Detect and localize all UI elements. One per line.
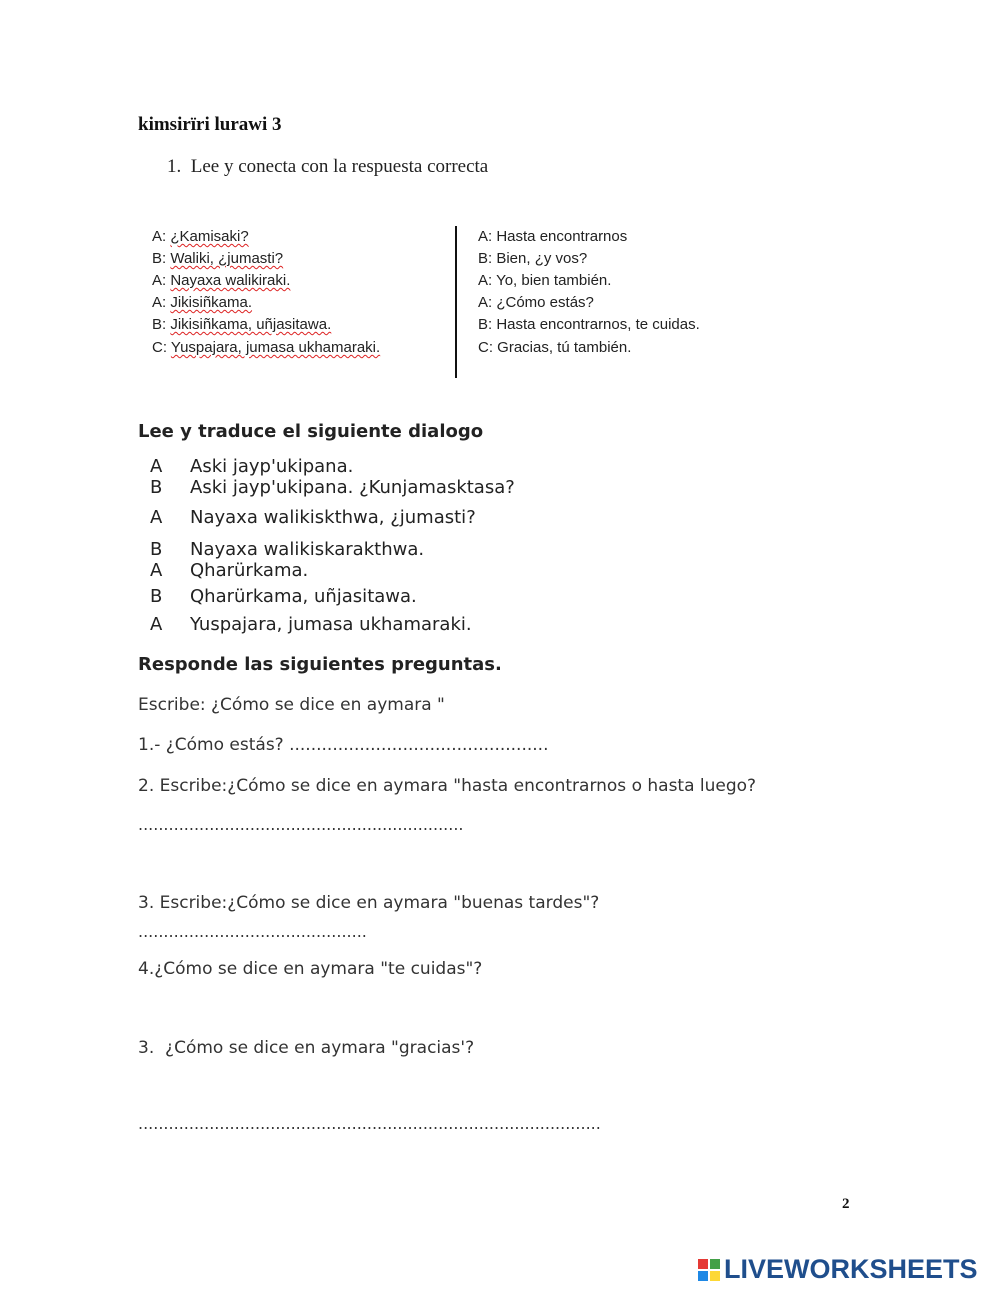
match-left-item: A: Nayaxa walikiraki.: [152, 272, 291, 289]
exercise1-instruction-text: Lee y conecta con la respuesta correcta: [190, 156, 489, 177]
question-5-number: 3.: [138, 1038, 155, 1058]
answer-line-5: ...........................................................................................: [138, 1114, 601, 1133]
dialogue-line: Qharürkama.: [190, 560, 309, 581]
match-left-item: A: ¿Kamisaki?: [152, 228, 249, 245]
match-left-item: C: Yuspajara, jumasa ukhamaraki.: [152, 339, 381, 356]
dialogue-speaker: B: [150, 539, 163, 560]
dialogue-speaker: A: [150, 614, 163, 635]
answer-line-3: .............................................: [138, 922, 367, 941]
dialogue-line: Nayaxa walikiskarakthwa.: [190, 539, 425, 560]
match-right-item: C: Gracias, tú también.: [478, 339, 632, 356]
question-5-text: ¿Cómo se dice en aymara "gracias'?: [165, 1038, 475, 1058]
match-right-item: B: Hasta encontrarnos, te cuidas.: [478, 316, 700, 333]
dialogue-speaker: B: [150, 586, 163, 607]
match-right-item: A: ¿Cómo estás?: [478, 294, 594, 311]
questions-heading: Responde las siguientes preguntas.: [138, 654, 502, 675]
question-2: 2. Escribe:¿Cómo se dice en aymara "hasta encontrarnos o hasta luego?: [138, 776, 757, 796]
dialogue-speaker: A: [150, 456, 163, 477]
dialogue-line: Qharürkama, uñjasitawa.: [190, 586, 417, 607]
column-divider: [455, 226, 457, 378]
page-number: 2: [842, 1196, 850, 1212]
question-4: 4.¿Cómo se dice en aymara "te cuidas"?: [138, 959, 483, 979]
question-5: [138, 1038, 474, 1058]
dialogue-line: Nayaxa walikiskthwa, ¿jumasti?: [190, 507, 476, 528]
question-3: 3. Escribe:¿Cómo se dice en aymara "buenas tardes"?: [138, 893, 600, 913]
exercise1-number: 1.: [167, 156, 182, 177]
dialogue-speaker: A: [150, 560, 163, 581]
questions-intro: Escribe: ¿Cómo se dice en aymara ": [138, 695, 445, 715]
dialogue-line: Aski jayp'ukipana.: [190, 456, 354, 477]
match-right-item: A: Hasta encontrarnos: [478, 228, 628, 245]
question-1: 1.- ¿Cómo estás? ................................................: [138, 735, 549, 755]
match-left-item: B: Jikisiñkama, uñjasitawa.: [152, 316, 332, 333]
match-left-item: B: Waliki, ¿jumasti?: [152, 250, 284, 267]
dialogue-line: Yuspajara, jumasa ukhamaraki.: [190, 614, 472, 635]
dialogue-heading: Lee y traduce el siguiente dialogo: [138, 421, 484, 442]
answer-line-2: ................................................................: [138, 815, 464, 834]
exercise1-instruction: [167, 156, 488, 178]
lesson-title: kimsirïri lurawi 3: [138, 114, 282, 135]
liveworksheets-logo: [698, 1254, 978, 1285]
match-left-item: A: Jikisiñkama.: [152, 294, 253, 311]
dialogue-speaker: A: [150, 507, 163, 528]
match-right-item: A: Yo, bien también.: [478, 272, 612, 289]
dialogue-speaker: B: [150, 477, 163, 498]
match-right-item: B: Bien, ¿y vos?: [478, 250, 588, 267]
logo-blocks-icon: [698, 1259, 720, 1281]
dialogue-line: Aski jayp'ukipana. ¿Kunjamasktasa?: [190, 477, 515, 498]
logo-text: LIVEWORKSHEETS: [724, 1254, 978, 1284]
